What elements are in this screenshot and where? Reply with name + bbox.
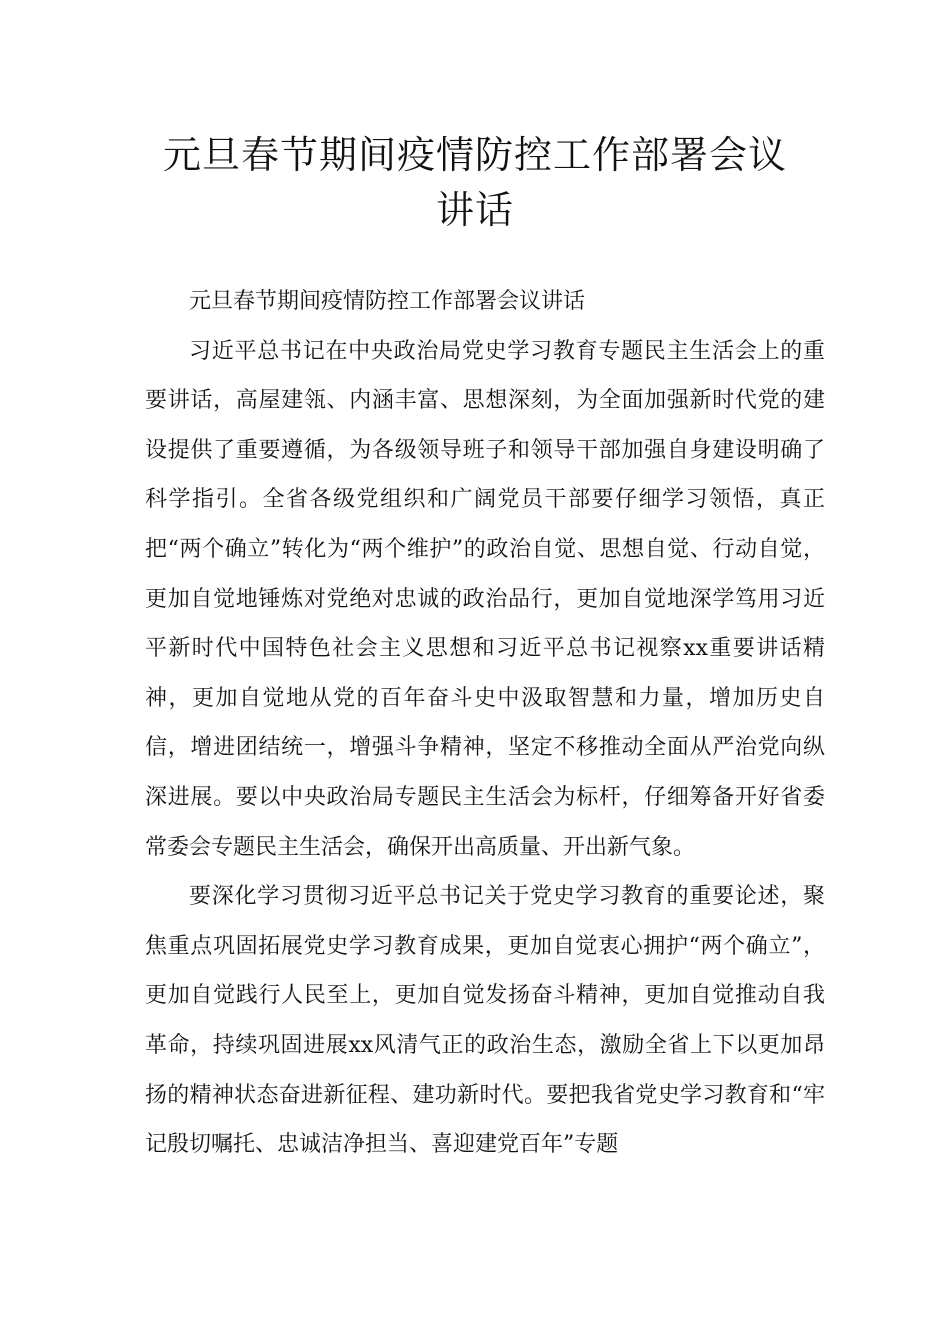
document-body bbox=[145, 277, 825, 1170]
body-paragraph-subtitle: 元旦春节期间疫情防控工作部署会议讲话 bbox=[189, 289, 586, 314]
body-paragraph: 习近平总书记在中央政治局党史学习教育专题民主生活会上的重要讲话，高屋建瓴、内涵丰富、思想深刻，为全面加强新时代党的建设提供了重要遵循，为各级领导班子和领导干部加强自身建设明确了科学指引。全省各级党组织和广阔党员干部要仔细学习领悟，真正把“两个确立”转化为“两个维护”的政治自觉、思想自觉、行动自觉，更加自觉地锤炼对党绝对忠诚的政治品行，更加自觉地深学笃用习近平新时代中国特色社会主义思想和习近平总书记视察xx重要讲话精神，更加自觉地从党的百年奋斗史中汲取智慧和力量，增加历史自信，增进团结统一，增强斗争精神，坚定不移推动全面从严治党向纵深进展。要以中央政治局专题民主生活会为标杆，仔细筹备开好省委常委会专题民主生活会，确保开出高质量、开出新气象。 bbox=[145, 338, 825, 860]
document-title: 元旦春节期间疫情防控工作部署会议讲话 bbox=[162, 133, 787, 232]
body-paragraph: 要深化学习贯彻习近平总书记关于党史学习教育的重要论述，聚焦重点巩固拓展党史学习教育成果，更加自觉衷心拥护“两个确立”，更加自觉践行人民至上，更加自觉发扬奋斗精神，更加自觉推动自我革命，持续巩固进展xx风清气正的政治生态，激励全省上下以更加昂扬的精神状态奋进新征程、建功新时代。要把我省党史学习教育和“牢记殷切嘱托、忠诚洁净担当、喜迎建党百年”专题 bbox=[145, 884, 825, 1158]
